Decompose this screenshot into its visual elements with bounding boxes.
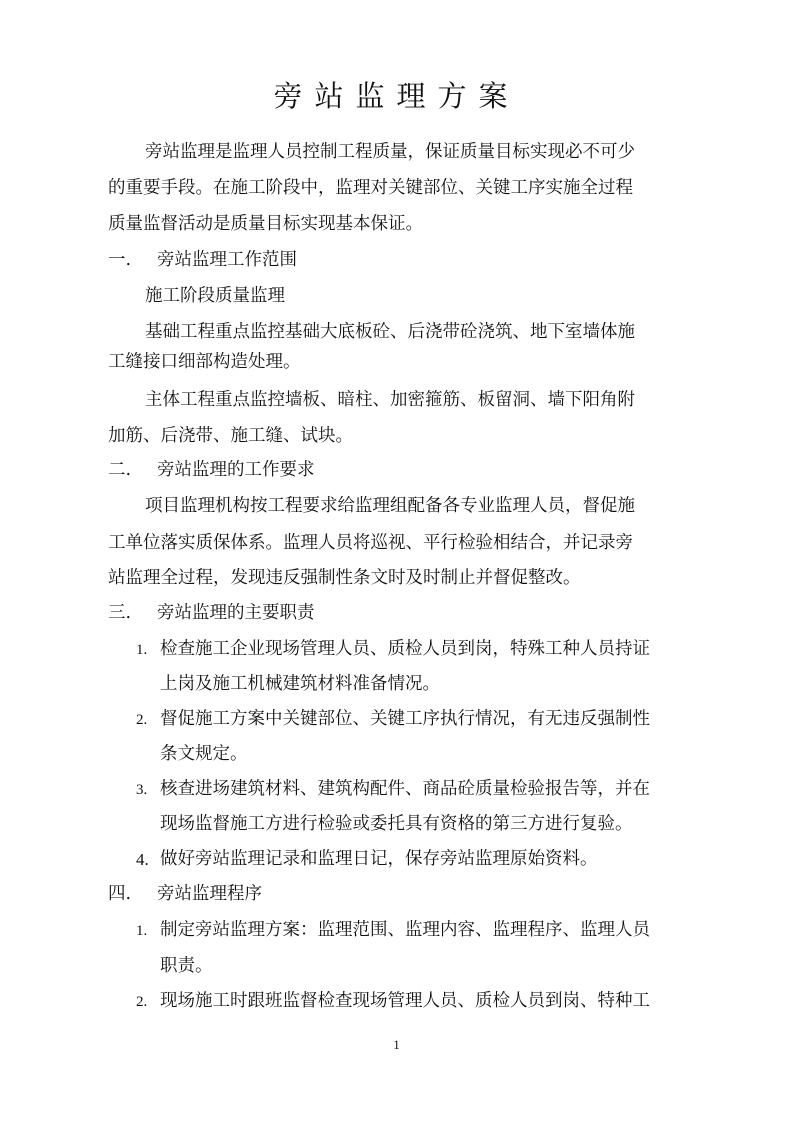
section-2-line-3: 站监理全过程，发现违反强制性条文时及时制止并督促整改。: [108, 568, 581, 588]
section-1-line-2: 基础工程重点监控基础大底板砼、后浇带砼浇筑、地下室墙体施: [145, 322, 635, 342]
section-4-heading: 旁站监理程序: [157, 884, 262, 904]
section-3-number: 三.: [108, 603, 132, 623]
section-4-item-1-line-1: 制定旁站监理方案：监理范围、监理内容、监理程序、监理人员: [160, 920, 650, 940]
section-3-item-2-line-2: 条文规定。: [160, 744, 248, 764]
section-2-heading: 旁站监理的工作要求: [157, 460, 315, 480]
section-3-item-1-number: 1.: [136, 642, 148, 658]
section-3-item-3-line-2: 现场监督施工方进行检验或委托具有资格的第三方进行复验。: [160, 814, 633, 834]
section-4-number: 四.: [108, 884, 132, 904]
section-3-item-4-line-1: 做好旁站监理记录和监理日记，保存旁站监理原始资料。: [160, 849, 598, 869]
section-1-number: 一.: [108, 250, 132, 270]
section-2-line-2: 工单位落实质保体系。监理人员将巡视、平行检验相结合，并记录旁: [108, 533, 633, 553]
intro-line-3: 质量监督活动是质量目标实现基本保证。: [108, 214, 423, 234]
section-1-line-4: 主体工程重点监控墙板、暗柱、加密箍筋、板留洞、墙下阳角附: [145, 390, 635, 410]
page-number: 1: [393, 1037, 400, 1052]
section-3-item-3-line-1: 核查进场建筑材料、建筑构配件、商品砼质量检验报告等，并在: [160, 779, 650, 799]
section-1-heading: 旁站监理工作范围: [157, 250, 297, 270]
intro-line-1: 旁站监理是监理人员控制工程质量，保证质量目标实现必不可少: [145, 142, 635, 162]
section-1-line-1: 施工阶段质量监理: [145, 286, 285, 306]
section-4-item-2-line-1: 现场施工时跟班监督检查现场管理人员、质检人员到岗、特种工: [160, 991, 650, 1011]
section-4-item-1-number: 1.: [136, 923, 148, 939]
intro-line-2: 的重要手段。在施工阶段中，监理对关键部位、关键工序实施全过程: [108, 178, 633, 198]
section-3-item-4-number: 4.: [136, 850, 149, 869]
section-1-line-5: 加筋、后浇带、施工缝、试块。: [108, 426, 353, 446]
section-3-item-2-number: 2.: [136, 712, 148, 728]
section-2-number: 二.: [108, 460, 132, 480]
section-3-item-1-line-2: 上岗及施工机械建筑材料准备情况。: [160, 674, 440, 694]
section-2-line-1: 项目监理机构按工程要求给监理组配备各专业监理人员，督促施: [145, 496, 635, 516]
section-3-item-1-line-1: 检查施工企业现场管理人员、质检人员到岗，特殊工种人员持证: [160, 639, 650, 659]
section-3-heading: 旁站监理的主要职责: [157, 603, 315, 623]
section-4-item-2-number: 2.: [136, 994, 148, 1010]
section-3-item-2-line-1: 督促施工方案中关键部位、关键工序执行情况，有无违反强制性: [160, 709, 650, 729]
section-3-item-3-number: 3.: [136, 782, 148, 798]
section-4-item-1-line-2: 职责。: [160, 956, 213, 976]
page-title: 旁站监理方案: [273, 79, 520, 113]
section-1-line-3: 工缝接口细部构造处理。: [108, 352, 301, 372]
